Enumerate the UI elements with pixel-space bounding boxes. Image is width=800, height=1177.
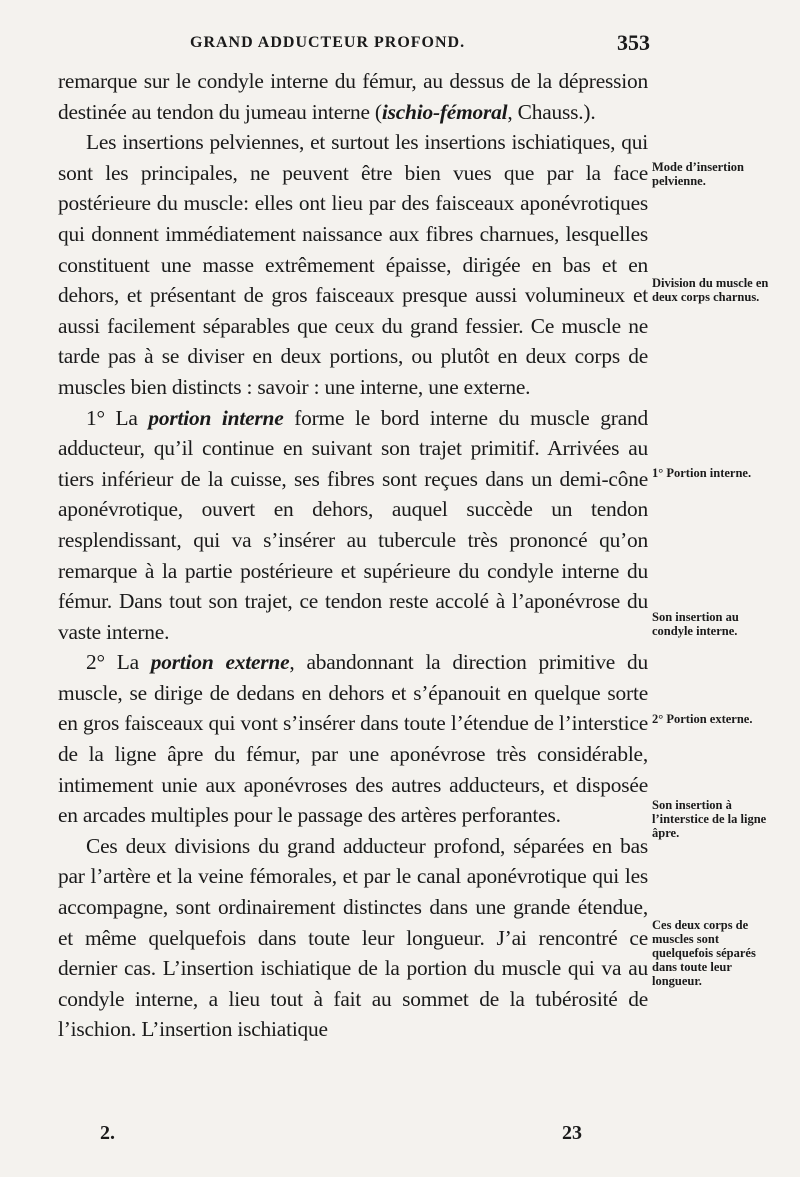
margin-note-insertion-ligne: Son insertion à l’interstice de la ligne âpre.: [652, 798, 767, 840]
text-run: Les insertions pelviennes, et surtout les insertions ischiatiques, qui sont les principales, ne peuvent être bien vues que par la face postérieure du muscle: elles ont lieu par des faisceaux aponévrotiques qui donnent immédiatement naissance aux fibres charnues, lesquelles constituent une masse extrêmement épaisse, dirigée en bas et en dehors, et présentant de gros faisceaux presque aussi volumineux et aussi facilement séparables que ceux du grand fessier. Ce muscle ne tarde pas à se diviser en deux portions, ou plutôt en deux corps de muscles bien distincts : savoir : une interne, une externe.: [58, 130, 648, 399]
paragraph: [58, 127, 648, 402]
signature-mark: 2.: [100, 1122, 115, 1144]
text-run: forme le bord interne du muscle grand adducteur, qu’il continue en suivant son trajet primitif. Arrivées au tiers inférieur de la cuisse, ses fibres sont reçues dans un demi-cône aponévrotique, ouvert en dehors, auquel succède un tendon resplendissant, qui va s’insérer au tubercule très prononcé qu’on remarque à la partie postérieure et supérieure du condyle interne du fémur. Dans tout son trajet, ce tendon reste accolé à l’aponévrose du vaste interne.: [58, 405, 648, 644]
italic-term: portion externe: [150, 650, 290, 675]
margin-note-division: Division du muscle en deux corps charnus.: [652, 276, 769, 304]
text-run: 2° La: [86, 650, 151, 675]
margin-note-insertion-condyle: Son insertion au condyle interne.: [652, 610, 739, 638]
running-header: [190, 30, 650, 56]
paragraph: [58, 831, 648, 1045]
text-run: , abandonnant la direction primitive du muscle, se dirige de dedans en dehors et s’épanouit en quelque sorte en gros faisceaux qui vont s’insérer dans toute l’étendue de l’interstice de la ligne âpre du fémur, par une aponévrose très considérable, intimement unie aux aponévroses des autres adducteurs, et disposée en arcades multiples pour le passage des artères perforantes.: [58, 650, 648, 828]
margin-note-portion-externe: 2° Portion externe.: [652, 712, 753, 726]
margin-note-mode-insertion: Mode d’insertion pelvienne.: [652, 160, 745, 188]
paragraph: [58, 403, 648, 648]
header-title: GRAND ADDUCTEUR PROFOND.: [190, 34, 466, 51]
text-run: Ces deux divisions du grand adducteur profond, séparées en bas par l’artère et la veine fémorales, et par le canal aponévrotique qui les accompagne, sont ordinairement distinctes dans une grande étendue, et même quelquefois dans toute leur longueur. J’ai rencontré ce dernier cas. L’insertion ischiatique de la portion du muscle qui va au condyle interne, a lieu tout à fait au sommet de la tubérosité de l’ischion. L’insertion ischiatique: [58, 833, 648, 1042]
text-run: 1° La: [86, 405, 149, 430]
paragraph: [58, 647, 648, 831]
page-number: 353: [617, 30, 650, 55]
text-run: remarque sur le condyle interne du fémur, au dessus de la dépression destinée au tendon du jumeau interne (: [58, 69, 648, 124]
body-text: [58, 66, 648, 1045]
italic-term: portion interne: [148, 405, 284, 430]
margin-note-portion-interne: 1° Portion interne.: [652, 466, 752, 480]
text-run: , Chauss.).: [507, 99, 596, 124]
margin-note-separation: Ces deux corps de muscles sont quelquefois séparés dans toute leur longueur.: [652, 918, 756, 988]
italic-term: ischio-fémoral: [381, 99, 508, 124]
paragraph: [58, 66, 648, 127]
gathering-number: 23: [562, 1122, 582, 1144]
